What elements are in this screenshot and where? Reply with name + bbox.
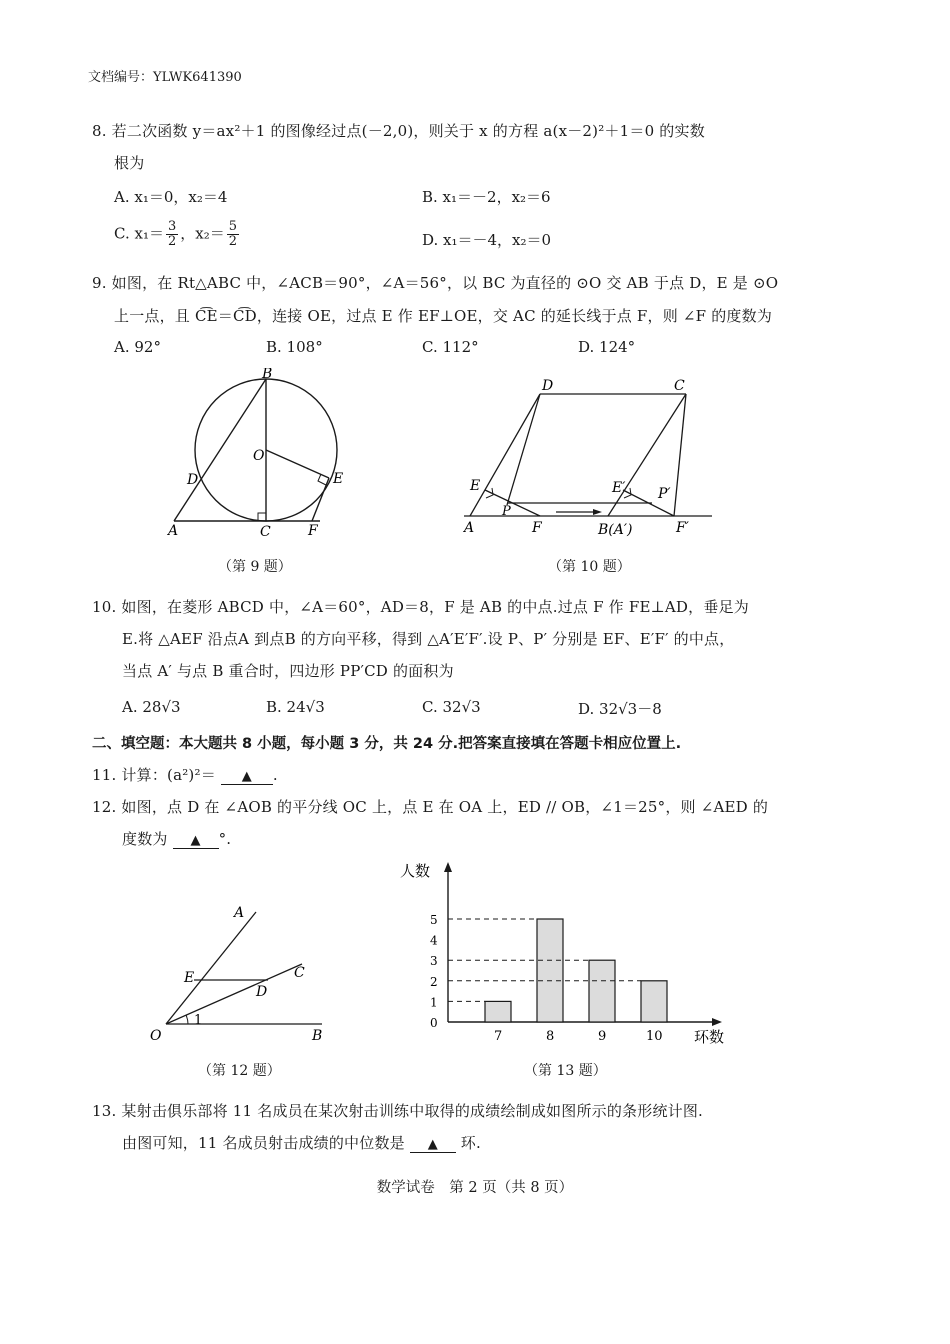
y-axis-label: 人数 bbox=[400, 862, 431, 880]
q8-option-c-mid: ，x₂＝ bbox=[180, 224, 225, 243]
q11-suffix: . bbox=[272, 766, 278, 784]
q8-option-b: B. x₁＝－2，x₂＝6 bbox=[422, 188, 551, 206]
q9-option-b: B. 108° bbox=[266, 338, 323, 356]
q8-stem-line1: 8. 若二次函数 y＝ax²＋1 的图像经过点(－2,0)，则关于 x 的方程 a(x－2)²＋1＝0 的实数 bbox=[92, 122, 705, 140]
q9-caption: （第 9 题） bbox=[218, 559, 292, 575]
label-o: O bbox=[253, 448, 265, 464]
y-tick-label: 2 bbox=[430, 974, 438, 989]
label-c: C bbox=[260, 524, 271, 540]
q10-option-a: A. 28√3 bbox=[122, 698, 181, 716]
label-b: B bbox=[262, 368, 273, 382]
q13-prefix: 由图可知，11 名成员射击成绩的中位数是 bbox=[122, 1134, 405, 1152]
x-tick-label: 9 bbox=[598, 1029, 607, 1044]
q13-stem-line2 bbox=[122, 1132, 481, 1153]
label-f-prime: F′ bbox=[676, 520, 689, 536]
label-c: C bbox=[674, 378, 685, 394]
line-dp bbox=[507, 394, 540, 505]
q11-prefix: 11. 计算：(a²)²＝ bbox=[92, 766, 216, 784]
right-angle-c bbox=[258, 513, 266, 521]
figure-q13-bar-chart bbox=[398, 852, 738, 1052]
label-d: D bbox=[187, 472, 199, 488]
label-b: B bbox=[312, 1028, 323, 1044]
side-cb bbox=[608, 394, 686, 516]
figure-q12 bbox=[146, 900, 336, 1050]
q12-stem-line1: 12. 如图，点 D 在 ∠AOB 的平分线 OC 上，点 E 在 OA 上，ED // OB，∠1＝25°，则 ∠AED 的 bbox=[92, 798, 769, 816]
x-tick-label: 8 bbox=[546, 1029, 555, 1044]
fraction-3-2 bbox=[166, 220, 178, 249]
label-e: E bbox=[333, 471, 344, 487]
q11 bbox=[92, 764, 278, 785]
q13-suffix: 环. bbox=[460, 1134, 481, 1152]
ray-oa bbox=[166, 912, 256, 1024]
fraction-numerator: 3 bbox=[167, 219, 177, 234]
q10-caption: （第 10 题） bbox=[548, 559, 631, 575]
label-d: D bbox=[256, 984, 268, 1000]
q9-option-c: C. 112° bbox=[422, 338, 479, 356]
label-f: F bbox=[532, 520, 542, 536]
q9-option-a: A. 92° bbox=[114, 338, 161, 356]
q12-answer-blank: ▲ bbox=[173, 833, 219, 849]
label-c: C bbox=[294, 965, 305, 981]
label-d: D bbox=[542, 378, 554, 394]
x-axis-label: 环数 bbox=[694, 1028, 725, 1046]
label-o: O bbox=[150, 1028, 162, 1044]
y-tick-label: 5 bbox=[430, 913, 438, 927]
figure-q10 bbox=[462, 372, 722, 548]
bar-7 bbox=[485, 1001, 511, 1022]
q12-caption: （第 12 题） bbox=[198, 1063, 281, 1079]
q12-prefix: 度数为 bbox=[122, 830, 168, 848]
label-p: P bbox=[502, 504, 511, 519]
q12-suffix: °. bbox=[218, 830, 232, 848]
y-tick-label: 3 bbox=[430, 954, 438, 969]
q12-stem-line2 bbox=[122, 828, 231, 849]
q13-stem-line1: 13. 某射击俱乐部将 11 名成员在某次射击训练中取得的成绩绘制成如图所示的条形统计图. bbox=[92, 1102, 704, 1120]
label-e: E bbox=[184, 970, 195, 986]
line-ef bbox=[312, 478, 329, 521]
arrow-head bbox=[593, 509, 602, 515]
label-e: E bbox=[470, 478, 481, 494]
document-id: 文档编号：YLWK641390 bbox=[88, 70, 242, 85]
section-fill-in-title: 二、填空题：本大题共 8 小题，每小题 3 分，共 24 分.把答案直接填在答题卡相应位置上. bbox=[92, 736, 682, 752]
label-a: A bbox=[464, 520, 475, 536]
q10-stem-line2: E.将 △AEF 沿点A 到点B 的方向平移，得到 △A′E′F′.设 P、P′ 分别是 EF、E′F′ 的中点， bbox=[122, 630, 735, 648]
q10-stem-line3: 当点 A′ 与点 B 重合时，四边形 PP′CD 的面积为 bbox=[122, 662, 454, 680]
fraction-5-2 bbox=[227, 220, 239, 249]
figure-q9 bbox=[160, 368, 360, 548]
fraction-denominator: 2 bbox=[228, 234, 237, 249]
q8-option-a: A. x₁＝0，x₂＝4 bbox=[114, 188, 228, 206]
q9-stem-line2: 上一点，且 C͡E＝C͡D，连接 OE，过点 E 作 EF⊥OE，交 AC 的延长线于点 F，则 ∠F 的度数为 bbox=[114, 307, 773, 325]
q8-option-d: D. x₁＝－4，x₂＝0 bbox=[422, 231, 552, 249]
q8-option-c-prefix: C. x₁＝ bbox=[114, 224, 164, 243]
q10-option-c: C. 32√3 bbox=[422, 698, 481, 716]
bar-10 bbox=[641, 981, 667, 1022]
y-tick-label: 4 bbox=[430, 933, 438, 948]
label-p-prime: P′ bbox=[658, 486, 671, 502]
page-footer: 数学试卷 第 2 页（共 8 页） bbox=[376, 1180, 574, 1196]
x-axis-arrow bbox=[712, 1018, 722, 1026]
fraction-numerator: 5 bbox=[228, 219, 237, 234]
bar-8 bbox=[537, 919, 563, 1022]
q8-option-c bbox=[114, 220, 241, 249]
side-cf2 bbox=[674, 394, 686, 516]
q11-answer-blank: ▲ bbox=[221, 769, 273, 785]
chart-marks bbox=[430, 913, 667, 1044]
q8-stem-line2: 根为 bbox=[114, 154, 145, 172]
y-axis-arrow bbox=[444, 862, 452, 872]
q13-answer-blank: ▲ bbox=[410, 1137, 456, 1153]
q10-option-b: B. 24√3 bbox=[266, 698, 325, 716]
y-tick-label: 1 bbox=[430, 995, 438, 1010]
q9-option-d: D. 124° bbox=[578, 338, 636, 356]
angle-1-arc bbox=[186, 1015, 188, 1024]
side-ad bbox=[470, 394, 540, 516]
label-a: A bbox=[168, 523, 179, 539]
q10-stem-line1: 10. 如图，在菱形 ABCD 中，∠A＝60°，AD＝8，F 是 AB 的中点.过点 F 作 FE⊥AD，垂足为 bbox=[92, 598, 749, 616]
x-tick-label: 10 bbox=[646, 1029, 663, 1044]
bar-9 bbox=[589, 960, 615, 1022]
label-e-prime: E′ bbox=[612, 480, 626, 496]
y-tick-label: 0 bbox=[430, 1016, 438, 1030]
label-f: F bbox=[308, 523, 318, 539]
label-b-a-prime: B(A′) bbox=[598, 522, 633, 538]
q9-stem-line1: 9. 如图，在 Rt△ABC 中，∠ACB＝90°，∠A＝56°，以 BC 为直径的 ⊙O 交 AB 于点 D，E 是 ⊙O bbox=[92, 274, 779, 292]
label-angle-1: 1 bbox=[194, 1013, 203, 1028]
label-a: A bbox=[234, 905, 245, 921]
q13-caption: （第 13 题） bbox=[524, 1063, 607, 1079]
q10-option-d: D. 32√3－8 bbox=[578, 700, 662, 718]
line-oe bbox=[266, 450, 329, 478]
x-tick-label: 7 bbox=[494, 1029, 503, 1044]
fraction-denominator: 2 bbox=[167, 234, 177, 249]
